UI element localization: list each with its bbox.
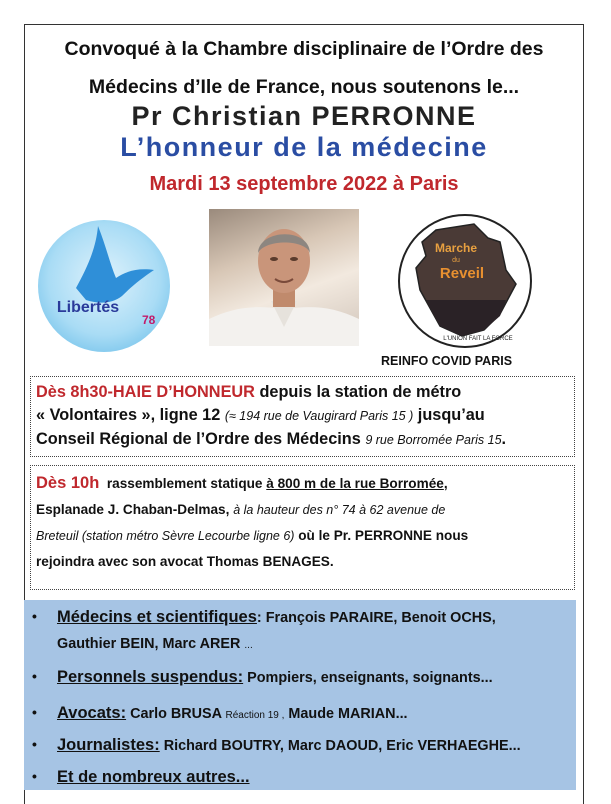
portrait-photo: [209, 209, 359, 346]
event-date: Mardi 13 septembre 2022 à Paris: [149, 173, 459, 195]
box2-line-3: Breteuil (station métro Sèvre Lecourbe ligne 6) où le Pr. PERRONNE nous: [36, 528, 469, 543]
marche-du-text: du: [452, 257, 460, 264]
marche-text: Marche: [434, 241, 478, 255]
reveil-text: Reveil: [439, 265, 485, 282]
event-box-1: [30, 376, 575, 457]
box2-time: Dès 10h: [36, 474, 100, 492]
box1-line-2: « Volontaires », ligne 12 (≈ 194 rue de Vaugirard Paris 15 ) jusqu’au: [36, 406, 485, 424]
tagline: L’honneur de la médecine: [120, 132, 488, 162]
supporters-list: • Médecins et scientifiques: François PARAIRE, Benoit OCHS, Gauthier BEIN, Marc ARER ... • Personnels suspendus: Pompiers, enseignants, soignants... • Avocats: Carlo BRUSA Réaction 19 , Maude MARIAN... • Journalistes: Richard BOUTRY, Marc DAOUD, Eric VERHAEGHE... • Et de nombreux autres...: [24, 600, 576, 790]
libertes-logo: [36, 218, 172, 354]
box2-line-1: Dès 10h rassemblement statique à 800 m de la rue Borromée,: [36, 474, 448, 492]
box1-line-3: Conseil Régional de l’Ordre des Médecins 9 rue Borromée Paris 15.: [36, 430, 507, 448]
box2-line-4: rejoindra avec son avocat Thomas BENAGES.: [36, 554, 334, 569]
reinfo-covid-label: REINFO COVID PARIS: [381, 354, 513, 368]
box1-time: Dès 8h30-HAIE D’HONNEUR: [36, 383, 255, 401]
intro-line-2: Médecins d’Ile de France, nous soutenons le...: [88, 76, 520, 98]
marche-du-reveil-logo: [396, 212, 534, 350]
intro-text: [24, 30, 584, 106]
person-name: Pr Christian PERRONNE: [131, 101, 477, 131]
libertes-number: 78: [142, 313, 156, 327]
reveil-motto: L'UNION FAIT LA FORCE: [443, 336, 513, 342]
box1-line-1: Dès 8h30-HAIE D’HONNEUR depuis la station de métro: [36, 383, 462, 401]
event-box-2: [30, 465, 575, 590]
libertes-text: Libertés: [56, 299, 120, 316]
intro-line-1: Convoqué à la Chambre disciplinaire de l’Ordre des: [64, 38, 544, 60]
box2-line-2: Esplanade J. Chaban-Delmas, à la hauteur des n° 74 à 62 avenue de: [36, 502, 446, 517]
